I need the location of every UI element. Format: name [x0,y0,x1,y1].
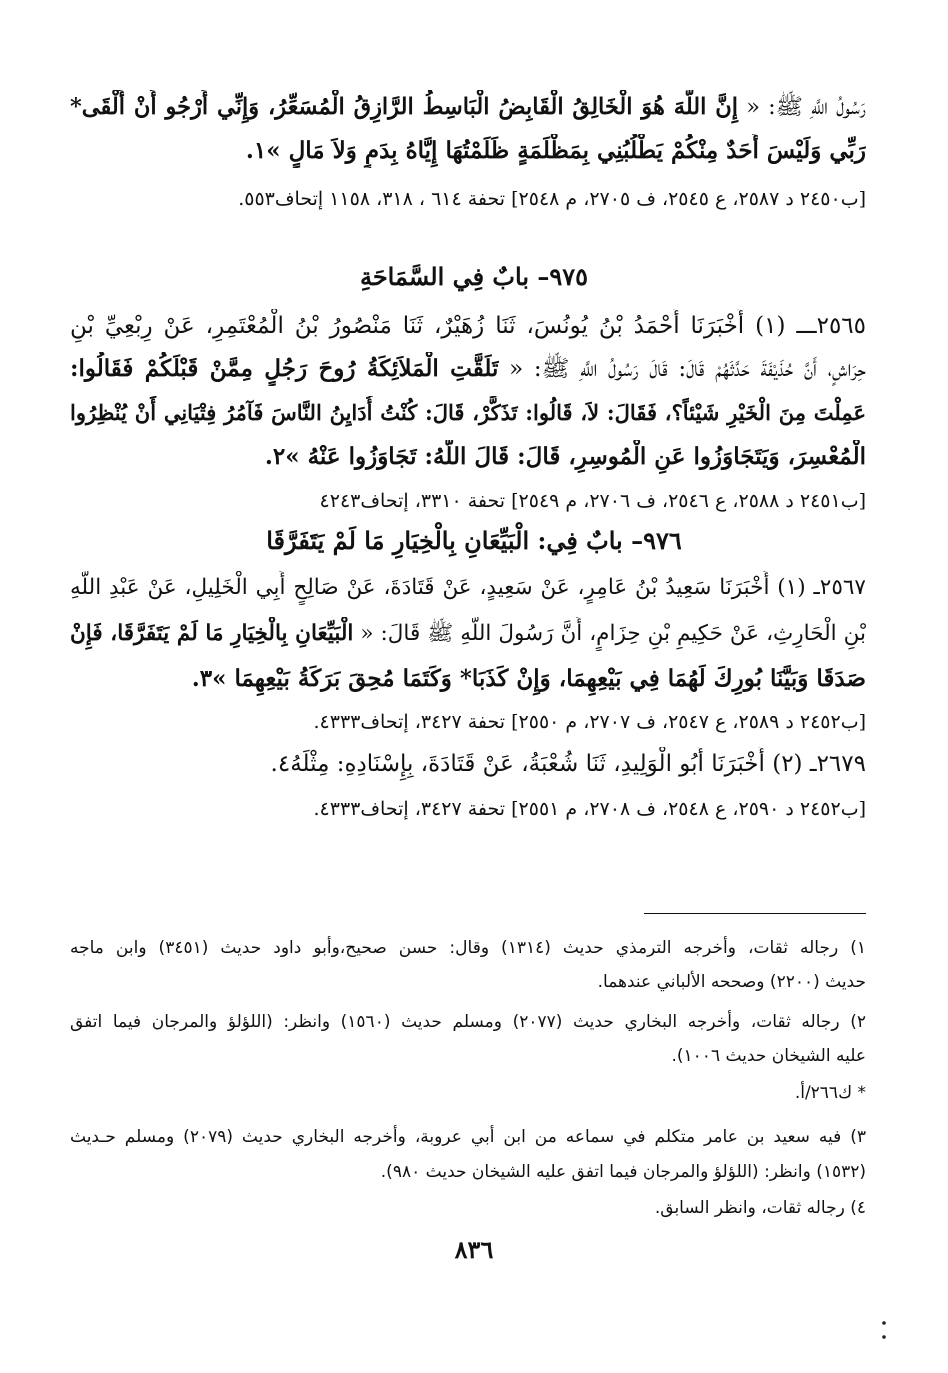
chapter-heading: ٩٧٥– بابٌ فِي السَّمَاحَةِ [359,262,589,291]
footnote-line: * ك٢٦٦/أ. [794,1083,866,1103]
hadith-line: ٢٥٦٧ـ (١) أَخْبَرَنَا سَعِيدُ بْنُ عَامِرٍ، عَنْ سَعِيدٍ، عَنْ قَتَادَةَ، عَنْ صَالِحٍ أَبِي الْخَلِيلِ، عَنْ عَبْدِ اللَّهِ [70,575,866,600]
narration-text: حِرَاشٍ، أَنَّ حُذَيْفَةَ حَدَّثَهُمْ قَالَ: قَالَ رَسُولُ اللَّهِ ﷺ: « [509,356,866,382]
narration-text: بْنِ الْحَارِثِ، عَنْ حَكِيمِ بْنِ حِزَامٍ، أَنَّ رَسُولَ اللَّهِ ﷺ قَالَ: « [360,621,866,646]
footnote-separator [644,913,866,914]
scan-dots-mark [878,1318,890,1344]
footnote-line: حديث (٢٢٠٠) وصححه الألباني عندهما. [597,972,866,992]
prophetic-text-line: رَبِّي وَلَيْسَ أَحَدٌ مِنْكُمْ يَطْلُبُنِي بِمَظْلَمَةٍ ظَلَمْتُهَا إِيَّاهُ بِدَمٍ وَلاَ مَالٍ »١. [245,137,866,164]
prophetic-text-line: صَدَقَا وَبَيَّنَا بُورِكَ لَهُمَا فِي بَيْعِهِمَا، وَإِنْ كَذَبَا* وَكَتَمَا مُحِقَ بَرَكَةُ بَيْعِهِمَا »٣. [191,665,866,692]
prophetic-text-line: الْمُعْسِرَ، وَيَتَجَاوَزُوا عَنِ الْمُوسِرِ، قَالَ: قَالَ اللَّهُ: تَجَاوَزُوا عَنْهُ »٢. [264,443,866,470]
narration-text: رَسُولُ اللَّهِ ﷺ: « [746,94,866,120]
footnote-line: ٢) رجاله ثقات، وأخرجه البخاري حديث (٢٠٧٧) ومسلم حديث (١٥٦٠) وانظر: (اللؤلؤ والمرجان فيما اتفق [70,1012,866,1032]
hadith-line: ٢٦٧٩ـ (٢) أَخْبَرَنَا أَبُو الْوَلِيدِ، ثَنَا شُعْبَةُ، عَنْ قَتَادَةَ، بِإِسْنَادِهِ: مِثْلَهُ٤. [270,751,866,777]
prophetic-text-line: عَمِلْتَ مِنَ الْخَيْرِ شَيْئاً؟، فَقَالَ: لاَ، قَالُوا: تَذَكَّرْ، قَالَ: كُنْتُ أُدَايِنُ النَّاسَ فَآمُرُ فِتْيَانِي أَنْ يُنْظِرُوا [70,400,866,425]
reference-line: [ب٢٤٥٢ د ٢٥٨٩، ع ٢٥٤٧، ف ٢٧٠٧، م ٢٥٥٠] تحفة ٣٤٢٧، إتحاف٤٣٣٣. [313,711,866,733]
prophetic-text: إِنَّ اللَّهَ هُوَ الْخَالِقُ الْقَابِضُ الْبَاسِطُ الرَّازِقُ الْمُسَعِّرُ، وَإِنِّي أَرْجُو أَنْ أَلْقَى* [70,94,739,120]
footnote-line: ٤) رجاله ثقات، وانظر السابق. [654,1198,866,1218]
chapter-heading: ٩٧٦– بابٌ فِي: الْبَيِّعَانِ بِالْخِيَارِ مَا لَمْ يَتَفَرَّقَا [266,526,682,555]
footnote-line: ١) رجاله ثقات، وأخرجه الترمذي حديث (١٣١٤) وقال: حسن صحيح،وأبو داود حديث (٣٤٥١) وابن ماجه [70,938,866,958]
reference-line: [ب٢٤٥٢ د ٢٥٩٠، ع ٢٥٤٨، ف ٢٧٠٨، م ٢٥٥١] تحفة ٣٤٢٧، إتحاف٤٣٣٣. [313,798,866,820]
reference-line: [ب٢٤٥١ د ٢٥٨٨، ع ٢٥٤٦، ف ٢٧٠٦، م ٢٥٤٩] تحفة ٣٣١٠، إتحاف٤٢٤٣ [319,490,866,512]
footnote-line: ٣) فيه سعيد بن عامر متكلم في سماعه من ابن أبي عروبة، وأخرجه البخاري حديث (٢٠٧٩) ومسلم حـديث [70,1127,866,1147]
prophetic-text: الْبَيِّعَانِ بِالْخِيَارِ مَا لَمْ يَتَفَرَّقَا، فَإِنْ [70,621,354,646]
text-line [70,90,866,124]
hadith-line: ٢٥٦٥ـــ (١) أَخْبَرَنَا أَحْمَدُ بْنُ يُونُسَ، ثَنَا زُهَيْرٌ، ثَنَا مَنْصُورُ بْنُ الْمُعْتَمِرِ، عَنْ رِبْعِيِّ بْنِ [70,313,866,339]
footnote-line: (١٥٣٢) وانظر: (اللؤلؤ والمرجان فيما اتفق عليه الشيخان حديث ٩٨٠). [380,1162,866,1182]
page-number: ٨٣٦ [454,1235,494,1264]
footnote-line: عليه الشيخان حديث ١٠٠٦). [671,1046,866,1066]
reference-line: [ب٢٤٥٠ د ٢٥٨٧، ع ٢٥٤٥، ف ٢٧٠٥، م ٢٥٤٨] تحفة ٦١٤ ، ٣١٨، ١١٥٨ إتحاف٥٥٣. [238,188,866,210]
prophetic-text: تَلَقَّتِ الْمَلاَئِكَةُ رُوحَ رَجُلٍ مِمَّنْ قَبْلَكُمْ فَقَالُوا: [70,355,499,382]
hadith-line [70,352,866,386]
hadith-line [70,617,866,651]
